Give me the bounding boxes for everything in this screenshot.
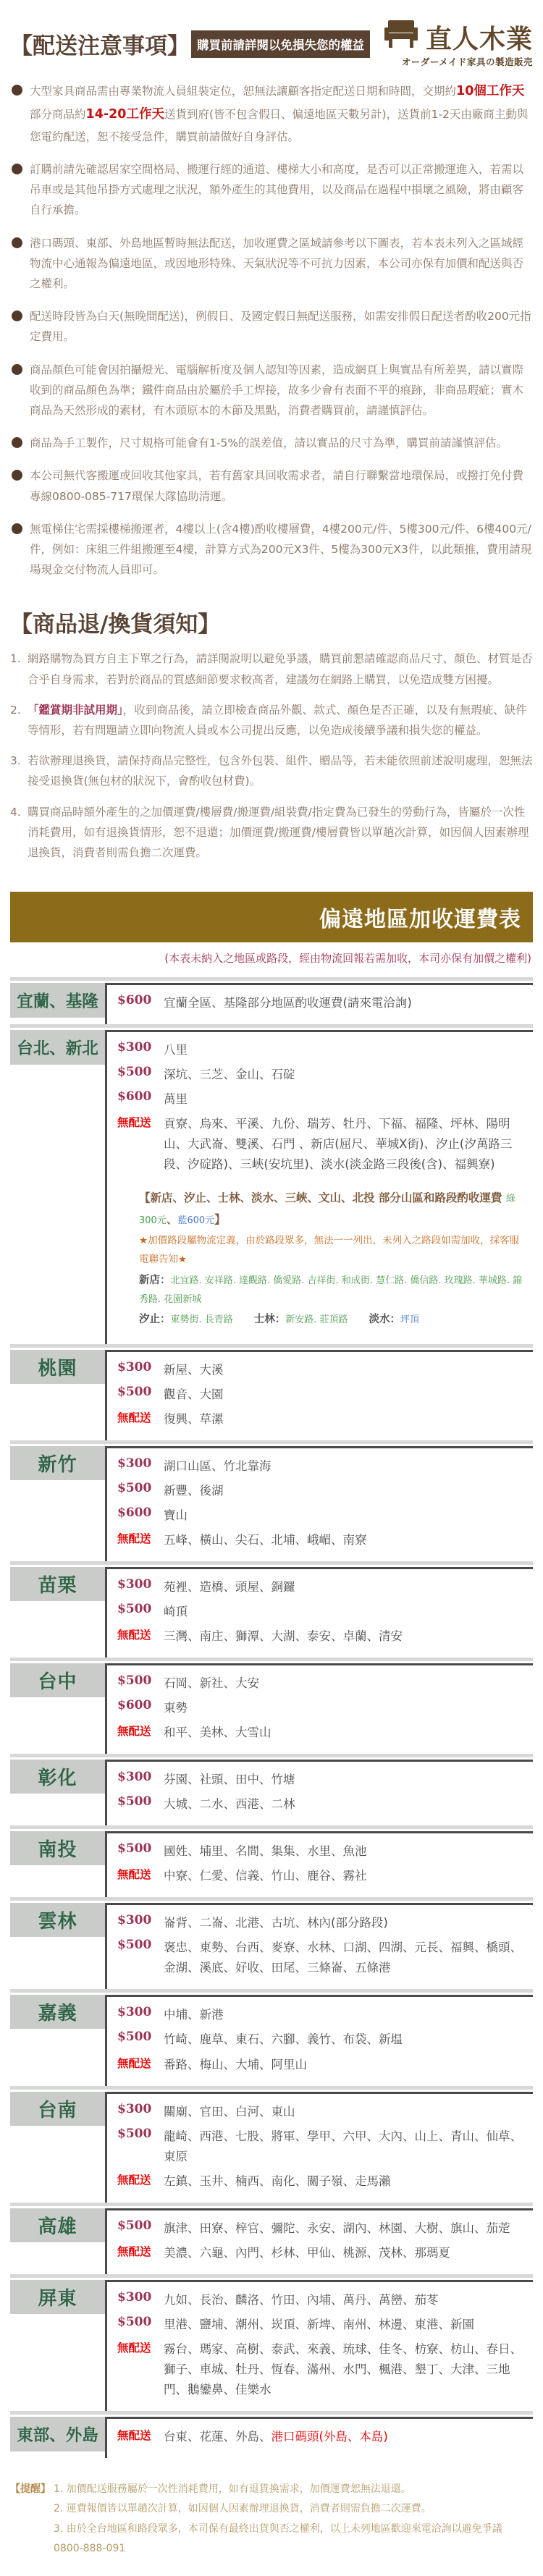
return-note-text: 若欲辦理退換貨，請保持商品完整性，包含外包裝、組件、贈品等，若未能依照前述說明處理，恕無法接受退換貨(無包材的狀況下，會酌收包材費)。 [28, 754, 533, 788]
surcharge-row [10, 977, 533, 1024]
surcharge-road-note-line: 【新店、汐止、士林、淡水、三峽、文山、北投 部分山區和路段酌收運費 綠300元、藍600元】 [139, 1191, 515, 1226]
area-list: 左鎮、玉井、楠西、南化、關子嶺、走馬瀨 [164, 2174, 391, 2188]
reminder-line: 1. 加價配送服務屬於一次性消耗費用，如有退貨換需求，加價運費恕無法退還。 [54, 2483, 411, 2496]
area-list: 台東、花蓮、外島、港口碼頭(外島、本島) [164, 2430, 388, 2444]
surcharge-line [107, 1770, 533, 1790]
return-note-item [10, 700, 533, 740]
shipping-note-text: 訂購前請先確認居家空間格局、搬運行經的通道、樓梯大小和高度，是否可以正常搬運進入，若需以吊車或是其他吊掛方式處理之狀況，額外產生的其他費用，以及商品在過程中損壞之風險，將由顧客自行承擔。 [30, 162, 524, 217]
surcharge-line [107, 2005, 533, 2025]
area-list: 東勢 [164, 1701, 188, 1715]
area-list: 霧台、瑪家、高樹、泰武、來義、琉球、佳冬、枋寮、枋山、春日、獅子、車城、牡丹、恆春、滿州、水門、楓港、墾丁、大津、三地門、鵝鑾鼻、佳樂水 [164, 2341, 522, 2397]
price-tag: $300 [117, 1770, 152, 1785]
area-list: 芬園、社頭、田中、竹塘 [164, 1773, 295, 1787]
surcharge-row [10, 1897, 533, 1989]
return-note-text: 網路購物為買方自主下單之行為，請詳閱說明以避免爭議，購買前懇請確認商品尺寸、顏色、材質是否合乎自身需求，若對於商品的質感細節要求較高者，建議勿在網路上購買，以免造成雙方困擾。 [28, 652, 533, 686]
area-list: 崙背、二崙、北港、古坑、林內(部分路段) [164, 1916, 388, 1930]
surcharge-line [107, 1506, 533, 1526]
page-title: 【配送注意事項】 [10, 33, 190, 59]
shipping-note-text: 無電梯住宅需採樓梯搬運者，4樓以上(含4樓)酌收樓層費，4樓200元/件、5樓300元/件、6樓400元/件，例如：床組三件組搬運至4樓，計算方式為200元X3件、5樓為300元X3件，以此類推，費用請現場現金交付物流人員即可。 [30, 522, 532, 577]
region-content [105, 1663, 533, 1754]
region-content [105, 2208, 533, 2274]
price-tag: $300 [117, 2005, 152, 2020]
surcharge-line [107, 2218, 533, 2239]
region-label: 苗栗 [10, 1567, 105, 1601]
shipping-notes-list [10, 80, 533, 580]
area-list: 寶山 [164, 1508, 188, 1522]
region-label: 嘉義 [10, 1995, 105, 2029]
bullet-icon [12, 164, 22, 174]
area-list: 苑裡、造橋、頭屋、銅鑼 [164, 1579, 295, 1594]
price-tag: 無配送 [117, 1116, 151, 1130]
bullet-icon [12, 85, 22, 96]
surcharge-line [107, 1938, 533, 1978]
return-note-item [10, 802, 533, 863]
brand-name: 直人木業 [425, 24, 533, 54]
shipping-note-item [10, 159, 533, 221]
area-list: 新屋、大溪 [164, 1362, 224, 1377]
region-content [105, 1350, 533, 1440]
region-label: 宜蘭、基隆 [10, 983, 105, 1018]
surcharge-banner: 偏遠地區加收運費表 [10, 892, 533, 942]
header-title-group [10, 28, 370, 60]
shipping-note-text: 商品顏色可能會因拍攝燈光、電腦解析度及個人認知等因素，造成網頁上與實品有所差異，請以實際收到的商品顏色為準；鐵件商品由於屬於手工焊接，故多少會有表面不平的痕跡，非商品瑕疵；實木商品為天然形成的素材，有木頭原本的木節及黑點，消費者購買前，請謹慎評估。 [30, 363, 524, 417]
surcharge-row [10, 1024, 533, 1343]
returns-section-title: 【商品退/換貨須知】 [10, 612, 221, 638]
reminder-label: 【提醒】 [10, 2483, 51, 2496]
surcharge-line [107, 1456, 533, 1477]
region-label: 彰化 [10, 1760, 105, 1794]
region-content [105, 1995, 533, 2085]
surcharge-line [107, 1794, 533, 1815]
region-label: 台中 [10, 1663, 105, 1697]
shipping-note-item [10, 433, 533, 453]
sofa-icon [382, 19, 420, 52]
area-list: 貢寮、烏來、平溪、九份、瑞芳、牡丹、下福、福隆、坪林、陽明山、大武崙、雙溪、石門 、新店(屈尺、華城X街)、汐止(汐萬路三段、汐碇路)、三峽(安坑里)、淡水(淡金路三段後(含)、福興寮) [164, 1117, 513, 1172]
region-label: 台北、新北 [10, 1030, 105, 1065]
price-tag: $500 [117, 1673, 152, 1688]
surcharge-line [107, 1481, 533, 1501]
region-label: 桃園 [10, 1350, 105, 1384]
footer-lines [54, 2480, 533, 2559]
price-tag: 無配送 [117, 2341, 151, 2355]
surcharge-row [10, 2086, 533, 2203]
surcharge-line [107, 1577, 533, 1597]
area-list: 竹崎、鹿草、東石、六腳、義竹、布袋、新塭 [164, 2032, 403, 2047]
price-tag: $600 [117, 1698, 152, 1713]
price-tag: 無配送 [117, 1725, 151, 1739]
shipping-note-item [10, 306, 533, 347]
price-tag: 無配送 [117, 2056, 151, 2070]
surcharge-line [107, 2243, 533, 2263]
shipping-note-text: 配送時段皆為白天(無晚間配送)，例假日、及國定假日無配送服務，如需安排假日配送者酌收200元指定費用。 [30, 310, 531, 344]
bullet-icon [12, 470, 22, 481]
surcharge-row [10, 2411, 533, 2458]
region-label: 屏東 [10, 2280, 105, 2314]
surcharge-row [10, 2274, 533, 2411]
bullet-icon [12, 523, 22, 534]
return-note-item [10, 649, 533, 689]
price-tag: 無配送 [117, 1628, 151, 1642]
area-list: 湖口山區、竹北靠海 [164, 1458, 272, 1473]
area-list: 崎頂 [164, 1604, 188, 1618]
area-list: 龍崎、西港、七股、將軍、學甲、六甲、大內、山上、青山、仙草、東原 [164, 2129, 522, 2163]
return-note-item [10, 751, 533, 791]
region-content [105, 1446, 533, 1561]
region-content [105, 1903, 533, 1989]
region-content [105, 1831, 533, 1897]
surcharge-road-note [139, 1187, 527, 1330]
surcharge-line [107, 1385, 533, 1405]
price-tag: $300 [117, 2289, 152, 2305]
return-note-number: 4. [10, 805, 21, 819]
area-list: 褒忠、東勢、台西、麥寮、水林、口湖、四湖、元長、福興、橋頭、金湖、溪底、好收、田尾、三條崙、五條港 [164, 1941, 522, 1975]
surcharge-line [107, 1089, 533, 1110]
area-list: 國姓、埔里、名間、集集、水里、魚池 [164, 1844, 367, 1859]
area-list: 和平、美林、大雪山 [164, 1726, 272, 1740]
price-tag: 無配送 [117, 2429, 151, 2443]
surcharge-road-note-line: ★加價路段屬物流定義，由於路段眾多，無法一一列出，未列入之路段如需加收，採客服電聯告知★ [139, 1234, 520, 1266]
area-list: 里港、鹽埔、潮州、崁頂、新埤、南州、林邊、東港、新園 [164, 2317, 474, 2331]
price-tag: $500 [117, 2126, 152, 2141]
surcharge-road-note-line: 汐止：東勢街. 長青路 士林：新安路. 莊頂路 淡水：坪頂 [139, 1314, 420, 1326]
surcharge-line [107, 1530, 533, 1550]
brand-tagline: オーダーメイド家具の製造販売 [401, 56, 533, 67]
area-list: 八里 [164, 1043, 188, 1057]
surcharge-row [10, 1989, 533, 2085]
surcharge-line [107, 2171, 533, 2192]
price-tag: $500 [117, 1841, 152, 1857]
shipping-note-text: 港口碼頭、東部、外島地區暫時無法配送，加收運費之區域請參考以下圖表，若本表未列入之區域經物流中心通報為偏遠地區，或因地形特殊、天氣狀況等不可抗力因素，本公司亦保有加價和配送與否之權利。 [30, 236, 524, 290]
area-list: 五峰、橫山、尖石、北埔、峨嵋、南寮 [164, 1532, 367, 1547]
area-list: 新豐、後湖 [164, 1483, 224, 1498]
price-tag: $600 [117, 1505, 152, 1520]
bullet-icon [12, 364, 22, 375]
surcharge-line [107, 2102, 533, 2122]
area-list: 關廟、官田、白河、東山 [164, 2104, 295, 2119]
surcharge-banner-note: (本表未納入之地區或路段，經由物流回報若需加收，本司亦保有加價之權利) [164, 952, 531, 966]
area-list: 中寮、仁愛、信義、竹山、鹿谷、霧社 [164, 1869, 367, 1883]
price-tag: $500 [117, 1480, 152, 1495]
area-list: 旗津、田寮、梓官、彌陀、永安、湖內、林園、大樹、旗山、茄萣 [164, 2221, 510, 2235]
return-note-text: 「鑑賞期非試用期」，收到商品後，請立即檢查商品外觀、款式、顏色是否正確，以及有無瑕疵、缺件等情形，若有問題請立即向物流人員或本公司提出反應，以免造成後續爭議和損失您的權益。 [28, 703, 527, 737]
return-note-number: 1. [10, 652, 21, 666]
region-content [105, 2417, 533, 2458]
region-label: 雲林 [10, 1903, 105, 1937]
return-note-number: 3. [10, 754, 21, 768]
bullet-icon [12, 437, 22, 448]
surcharge-line [107, 2427, 533, 2447]
price-tag: $300 [117, 1359, 152, 1374]
price-tag: $300 [117, 1456, 152, 1471]
price-tag: $300 [117, 1040, 152, 1055]
price-tag: 無配送 [117, 2173, 151, 2187]
brand-logo-row [382, 19, 533, 52]
surcharge-line [107, 1626, 533, 1647]
price-tag: $500 [117, 2218, 152, 2233]
surcharge-line [107, 1360, 533, 1380]
region-content [105, 1567, 533, 1657]
warning-badge: 購買前請詳閱以免損失您的權益 [191, 30, 370, 58]
surcharge-line [107, 993, 533, 1013]
price-tag: $500 [117, 2030, 152, 2045]
surcharge-row [10, 2203, 533, 2274]
return-note-text: 購買商品時額外產生的之加價運費/樓層費/搬運費/組裝費/指定費為已發生的勞動行為，皆屬於一次性消耗費用，如有退換貨情形，恕不退還；加價運費/搬運費/樓層費皆以單趟次計算，如因個人因素辦理退換貨，消費者則需負擔二次運費。 [28, 805, 529, 859]
price-tag: $300 [117, 1913, 152, 1928]
surcharge-road-note-line: 新店：北宜路. 安祥路. 達觀路. 僑愛路. 吉祥街. 和成街. 慧仁路. 僑信路. 玫瑰路. 華城路. 錦秀路. 花園新城 [139, 1274, 523, 1305]
price-tag: $600 [117, 1089, 152, 1105]
region-content [105, 1760, 533, 1825]
area-list: 九如、長治、麟洛、竹田、內埔、萬丹、萬巒、茄苳 [164, 2292, 439, 2307]
surcharge-row [10, 1440, 533, 1561]
region-content [105, 1030, 533, 1343]
brand-logo [382, 19, 533, 68]
area-list: 三灣、南庄、獅潭、大湖、泰安、卓蘭、清安 [164, 1629, 403, 1643]
surcharge-row [10, 1344, 533, 1440]
region-content [105, 2280, 533, 2411]
price-tag: 無配送 [117, 2245, 151, 2258]
surcharge-line [107, 2339, 533, 2400]
price-tag: $500 [117, 1794, 152, 1809]
surcharge-line [107, 1723, 533, 1743]
shipping-note-item [10, 360, 533, 421]
price-tag: $300 [117, 1576, 152, 1592]
area-list: 宜蘭全區、基隆部分地區酌收運費(請來電洽詢) [164, 996, 412, 1010]
price-tag: $500 [117, 1384, 152, 1399]
surcharge-line [107, 1673, 533, 1694]
surcharge-line [107, 1698, 533, 1718]
surcharge-row [10, 1657, 533, 1754]
shipping-note-item [10, 519, 533, 580]
price-tag: $500 [117, 1601, 152, 1616]
surcharge-line [107, 2055, 533, 2075]
shipping-note-item [10, 465, 533, 506]
region-label: 高雄 [10, 2208, 105, 2242]
area-list: 萬里 [164, 1092, 188, 1107]
surcharge-line [107, 2127, 533, 2167]
surcharge-line [107, 1409, 533, 1430]
shipping-note-text: 大型家具商品需由專業物流人員組裝定位，恕無法讓顧客指定配送日期和時間，交期約10個工作天部分商品約14-20工作天送貨到府(皆不包含假日、偏遠地區天數另計)，送貨前1-2天由廠商主動與您電約配送，恕不接受急件，購買前請做好自身評估。 [30, 84, 529, 143]
region-label: 新竹 [10, 1446, 105, 1480]
price-tag: 無配送 [117, 1411, 151, 1424]
price-tag: $600 [117, 993, 152, 1008]
area-list: 復興、草漯 [164, 1411, 224, 1426]
reminder-footer [10, 2480, 533, 2559]
bullet-icon [12, 311, 22, 321]
shipping-note-item [10, 80, 533, 147]
region-content [105, 2092, 533, 2203]
price-tag: $500 [117, 2314, 152, 2329]
region-content [105, 983, 533, 1024]
area-list: 深坑、三芝、金山、石碇 [164, 1068, 295, 1082]
return-note-number: 2. [10, 703, 21, 717]
area-list: 番路、梅山、大埔、阿里山 [164, 2057, 307, 2072]
reminder-line: 3. 由於全台地區和路段眾多，本司保有最終出貨與否之權利，以上未列地區歡迎來電洽詢以避免爭議 0800-888-091 [54, 2522, 502, 2555]
return-notes-list [10, 649, 533, 863]
surcharge-line [107, 1065, 533, 1085]
area-list: 大城、二水、西港、二林 [164, 1797, 295, 1812]
surcharge-line [107, 1040, 533, 1060]
shipping-note-item [10, 233, 533, 295]
surcharge-line [107, 2315, 533, 2335]
area-list: 觀音、大園 [164, 1387, 224, 1401]
region-label: 台南 [10, 2092, 105, 2126]
price-tag: 無配送 [117, 1532, 151, 1545]
price-tag: 無配送 [117, 1868, 151, 1882]
surcharge-line [107, 1866, 533, 1886]
price-tag: $500 [117, 1938, 152, 1953]
surcharge-row [10, 1561, 533, 1657]
reminder-line: 2. 運費報價皆以單趟次計算，如因個人因素辦理退換貨，消費者則需負擔二次運費。 [54, 2503, 432, 2515]
surcharge-table [10, 977, 533, 2458]
shipping-note-text: 商品為手工製作，尺寸規格可能會有1-5%的誤差值，請以實品的尺寸為準，購買前請謹慎評估。 [30, 436, 508, 450]
price-tag: $500 [117, 1065, 152, 1080]
shipping-note-text: 本公司無代客搬運或回收其他家具，若有舊家具回收需求者，請自行聯繫當地環保局，或撥打免付費專線0800-085-717環保大隊協助清運。 [30, 469, 524, 503]
surcharge-line [107, 2290, 533, 2310]
region-label: 南投 [10, 1831, 105, 1865]
surcharge-line [107, 1602, 533, 1622]
surcharge-line [107, 1913, 533, 1933]
surcharge-row [10, 1754, 533, 1825]
area-list: 中埔、新港 [164, 2008, 224, 2022]
area-list: 美濃、六龜、內門、杉林、甲仙、桃源、茂林、那瑪夏 [164, 2245, 450, 2260]
price-tag: $300 [117, 2101, 152, 2116]
bullet-icon [12, 237, 22, 248]
surcharge-line [107, 1841, 533, 1862]
surcharge-line [107, 2030, 533, 2050]
page-header [10, 17, 533, 68]
surcharge-line [107, 1114, 533, 1175]
surcharge-row [10, 1825, 533, 1897]
area-list: 石岡、新社、大安 [164, 1676, 259, 1690]
region-label: 東部、外島 [10, 2417, 105, 2452]
